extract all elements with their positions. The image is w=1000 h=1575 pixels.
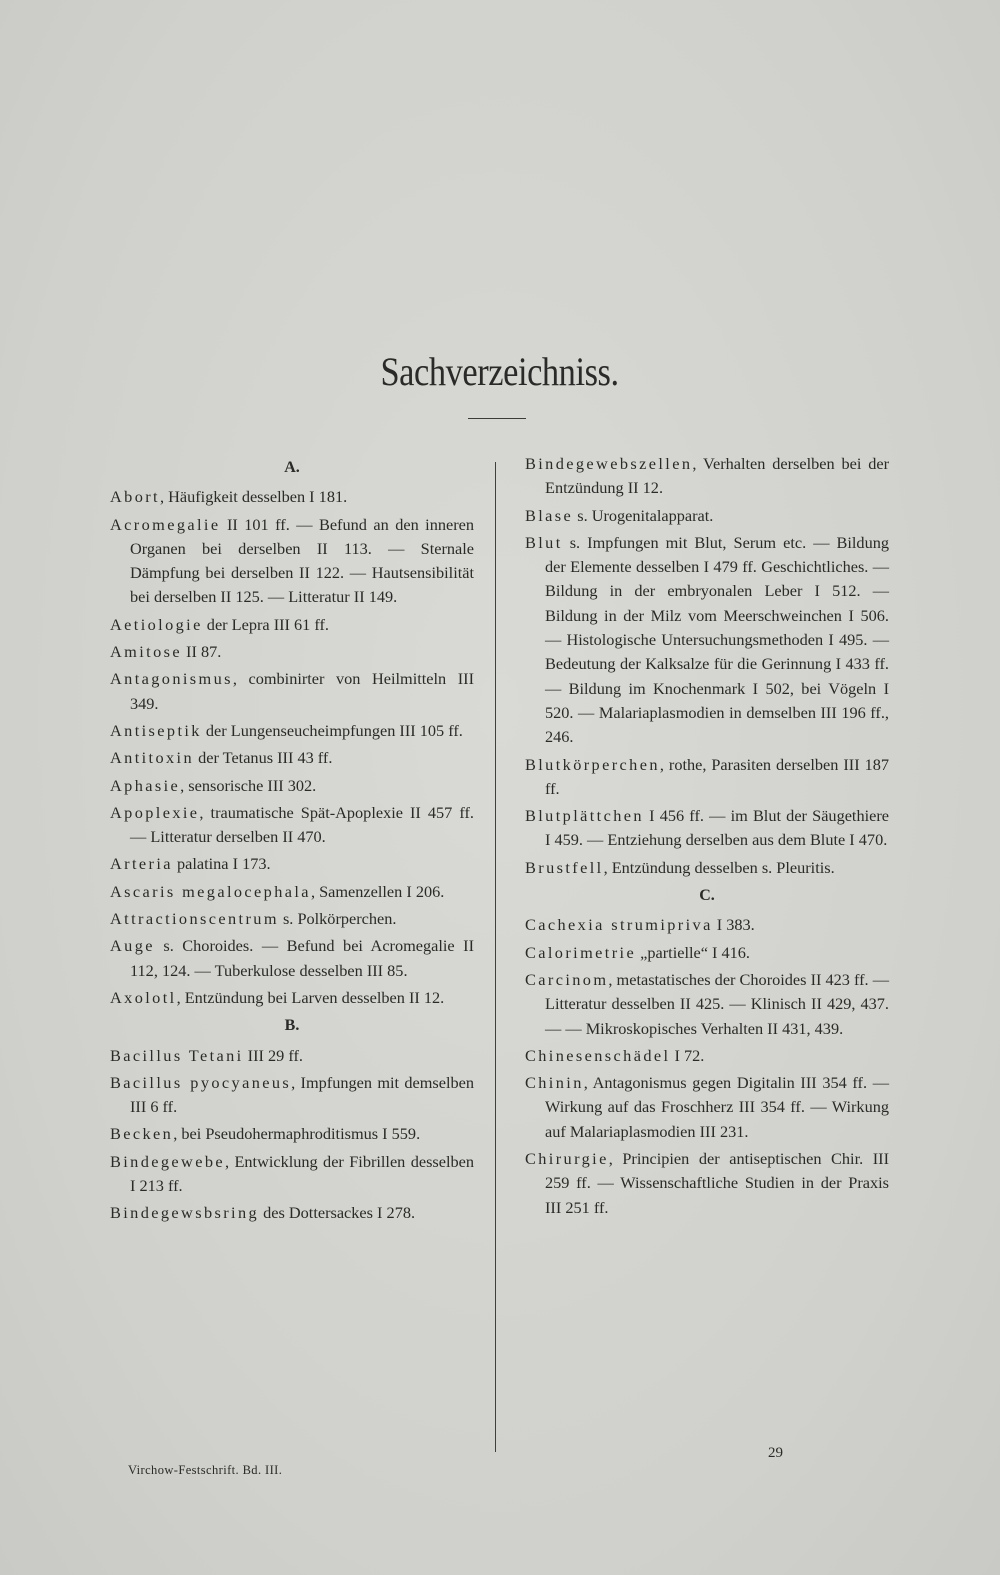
entry-term: Bindegewebe [110,1151,226,1171]
index-entry [110,801,474,850]
column-divider [495,462,496,1452]
index-entry [110,640,474,664]
section-letter: B. [284,1017,300,1035]
entry-term: Blut [525,532,563,552]
index-column-right [525,452,889,1223]
entry-term: Brustfell [525,857,604,877]
index-entry [525,1044,889,1068]
entry-term: Attractionscentrum [110,909,279,929]
entry-term: Aetiologie [110,614,203,634]
index-entry [110,513,474,610]
page-number: 29 [768,1445,783,1461]
entry-term: Blutkörperchen [525,754,660,774]
entry-references: , Entzündung bei Larven desselben II 12. [176,987,445,1007]
entry-term: Bindegewsbsring [110,1203,260,1223]
title-rule [468,418,526,419]
entry-term: Chirurgie [525,1149,609,1169]
entry-references: , Häufigkeit desselben I 181. [159,487,348,507]
index-entry [525,968,889,1041]
entry-references: des Dottersackes I 278. [259,1203,416,1223]
index-entry [110,719,474,743]
entry-term: Ascaris megalocephala [110,881,311,901]
index-entry [525,452,889,501]
index-entry [525,913,889,937]
entry-references: , traumatische Spät-Apoplexie II 457 ff. — Litteratur derselben II 470. [130,802,474,847]
entry-term: Axolotl [110,987,177,1007]
index-entry [525,531,889,750]
entry-references: , Antagonismus gegen Digitalin III 354 ff. — Wirkung auf das Froschherz III 354 ff. — Wirkung auf Malariaplasmodien III 231. [545,1073,889,1141]
entry-references: „partielle“ I 416. [636,942,751,962]
index-column-left [110,452,474,1229]
section-letter: C. [699,887,715,905]
index-entry [110,1122,474,1146]
index-entry [110,746,474,770]
entry-term: Antagonismus [110,669,233,689]
entry-references: I 72. [670,1045,705,1065]
index-entry [525,856,889,880]
index-entry [525,504,889,528]
entry-term: Arteria [110,854,173,874]
entry-term: Acromegalie [110,514,221,534]
entry-term: Auge [110,936,155,956]
entry-term: Chinesenschädel [525,1045,671,1065]
index-entry [110,1150,474,1199]
entry-term: Blase [525,505,574,525]
entry-references: der Tetanus III 43 ff. [194,748,333,768]
index-entry [525,753,889,802]
entry-references: s. Urogenitalapparat. [573,505,714,525]
index-entry [110,667,474,716]
entry-references: s. Impfungen mit Blut, Serum etc. — Bildung der Elemente desselben I 479 ff. Geschichtliches. — Bildung in der embryonalen Leber I 512. — Bildung in der Milz vom Meerschweinchen I 506. — Histologische Untersuchungsmethoden I 495. — Bedeutung der Kalksalze für die Gerinnung I 433 ff. — Bildung im Knochenmark I 502, bei Vögeln I 520. — Malariaplasmodien in demselben III 196 ff., 246. [545,532,889,747]
entry-term: Antitoxin [110,748,195,768]
footer-signature: Virchow-Festschrift. Bd. III. [128,1463,283,1477]
entry-references: , Impfungen mit demselben III 6 ff. [130,1072,474,1117]
index-entry [525,1147,889,1220]
entry-references: , rothe, Parasiten derselben III 187 ff. [545,754,889,798]
section-letter: A. [284,459,300,476]
entry-term: Bacillus Tetani [110,1045,244,1065]
entry-term: Amitose [110,642,182,662]
entry-term: Aphasie [110,775,181,795]
entry-references: , metastatisches der Choroides II 423 ff. — Litteratur desselben II 425. — Klinisch II 429, 437. — — Mikroskopisches Verhalten II 431, 439. [545,969,889,1038]
entry-term: Carcinom [525,969,609,989]
entry-references: , combinirter von Heilmitteln III 349. [130,669,474,713]
entry-references: II 87. [181,642,222,662]
index-entry [110,1044,474,1068]
entry-references: der Lepra III 61 ff. [202,614,330,634]
index-entry [110,934,474,983]
index-entry [525,1071,889,1144]
entry-references: , sensorische III 302. [180,775,317,795]
entry-references: , Entwicklung der Fibrillen desselben I 213 ff. [130,1151,474,1196]
index-entry [110,613,474,637]
entry-references: s. Choroides. — Befund bei Acromegalie II 112, 124. — Tuberkulose desselben III 85. [130,936,474,980]
index-entry [110,907,474,931]
index-entry [110,1201,474,1225]
entry-term: Antiseptik [110,720,202,740]
entry-term: Apoplexie [110,802,200,822]
entry-references: palatina I 173. [172,854,271,874]
entry-references: , Principien der antiseptischen Chir. III 259 ff. — Wissenschaftliche Studien in der Praxis III 251 ff. [545,1149,889,1217]
entry-references: , bei Pseudohermaphroditismus I 559. [173,1124,421,1144]
entry-term: Cachexia strumipriva [525,915,713,935]
entry-references: I 383. [712,915,755,935]
index-entry [110,774,474,798]
entry-references: , Verhalten derselben bei der Entzündung II 12. [545,454,889,498]
entry-term: Chinin [525,1073,584,1093]
entry-term: Abort [110,487,160,507]
entry-references: III 29 ff. [243,1045,303,1065]
entry-term: Bacillus pyocyaneus [110,1072,292,1092]
index-entry [110,852,474,876]
page-title: Sachverzeichniss. [380,349,619,394]
index-entry [525,941,889,965]
index-entry [110,986,474,1010]
entry-references: , Samenzellen I 206. [310,881,445,901]
entry-term: Blutplättchen [525,806,644,826]
entry-references: II 101 ff. — Befund an den inneren Organen bei derselben II 113. — Sternale Dämpfung bei derselben II 122. — Hautsensibilität bei derselben II 125. — Litteratur II 149. [130,514,474,607]
index-entry [525,804,889,853]
entry-references: s. Polkörperchen. [278,909,397,929]
entry-references: der Lungenseucheimpfungen III 105 ff. [201,720,463,740]
entry-references: , Entzündung desselben s. Pleuritis. [603,857,835,877]
entry-term: Bindegewebszellen [525,454,693,473]
index-entry [110,880,474,904]
entry-term: Calorimetrie [525,942,637,962]
entry-term: Becken [110,1124,174,1144]
index-entry [110,1071,474,1120]
entry-references: I 456 ff. — im Blut der Säugethiere I 459. — Entziehung derselben aus dem Blute I 470. [545,806,889,850]
index-entry [110,485,474,509]
